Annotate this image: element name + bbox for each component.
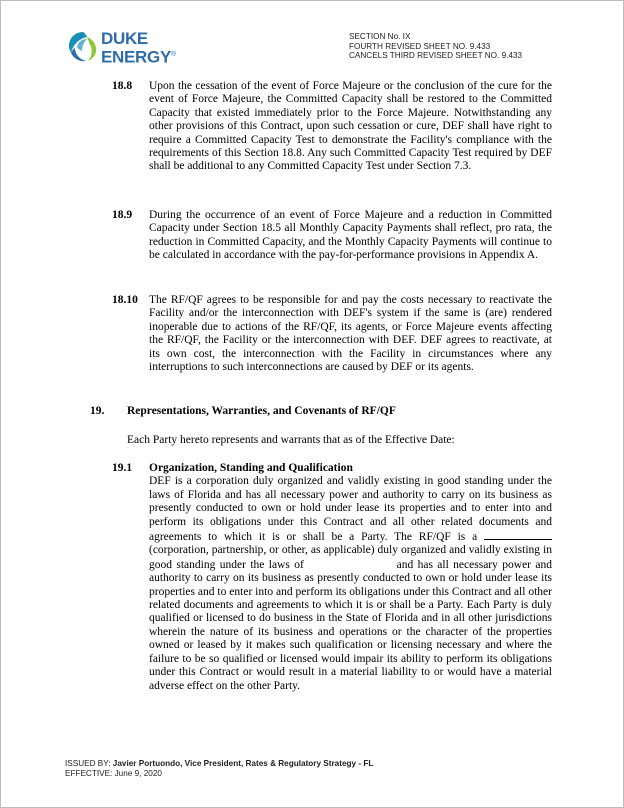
section-number-18-9: 18.9 xyxy=(112,209,133,221)
issuance-footer xyxy=(65,759,373,778)
section-number: SECTION No. IX xyxy=(349,32,411,41)
section-text-19-1 xyxy=(149,475,552,693)
section-text-18-10: The RF/QF agrees to be responsible for and pay the costs necessary to reactivate the Facility and/or the interconnection with DEF's system if the same is (are) rendered inoperable due to actions of the RF/QF, its agents, or Force Majeure events affecting the RF/QF, the Facility or the interconnection with DEF. DEF agrees to reactivate, at its own cost, the interconnection with the Facility in circumstances where any interruptions to such interconnections are caused by DEF or its agents. xyxy=(149,294,552,374)
duke-energy-emblem-icon xyxy=(65,29,101,65)
registered-mark: ® xyxy=(171,51,176,58)
logo-text-duke: DUKE xyxy=(101,29,148,48)
duke-energy-logo xyxy=(65,27,185,67)
blank-entity-type xyxy=(484,529,552,540)
effective-date: EFFECTIVE: June 9, 2020 xyxy=(65,768,162,778)
section-heading-19-1: Organization, Standing and Qualification xyxy=(149,462,353,474)
section-number-19-1: 19.1 xyxy=(112,462,133,474)
section-title-19: Representations, Warranties, and Covenants of RF/QF xyxy=(127,405,396,417)
section-18-8 xyxy=(112,80,552,174)
section-text-19-1-part-c: and has all necessary power and authority to carry on its business as presently conducted to own or hold under lease its properties and to enter into and perform its obligations under this Contract and all other related documents and agreements to which it is or shall be a Party. Each Party is duly qualified or licensed to do business in the State of Florida and in all other jurisdictions wherein the nature of its business and operations or the character of the properties owned or leased by it makes such qualification or licensing necessary and where the failure to be so qualified or licensed would impair its ability to perform its obligations under this Contract or would result in a material liability to or would have a material adverse effect on the other Party. xyxy=(149,558,553,692)
cancels-sheet: CANCELS THIRD REVISED SHEET NO. 9.433 xyxy=(349,51,523,60)
section-number-18-8: 18.8 xyxy=(112,80,133,92)
sheet-number: FOURTH REVISED SHEET NO. 9.433 xyxy=(349,41,491,51)
section-text-18-9: During the occurrence of an event of Force Majeure and a reduction in Committed Capacity under Section 18.5 all Monthly Capacity Payments shall reflect, pro rata, the reduction in Committed Capacity, and the Monthly Capacity Payments will continue to be calculated in accordance with the pay-for-performance provisions in Appendix A. xyxy=(149,209,552,262)
section-number-18-10: 18.10 xyxy=(112,294,138,306)
section-text-19-1-part-a: DEF is a corporation duly organized and validly existing in good standing under the laws of Florida and has all necessary power and authority to carry on its business as presently conducted to own or hold under lease its properties and to enter into and perform its obligations under this Contract and all other related documents and agreements to which it is or shall be a Party. The RF/QF is a xyxy=(149,475,552,544)
issued-by-label: ISSUED BY: xyxy=(65,759,111,768)
sheet-header xyxy=(349,32,522,61)
section-18-10 xyxy=(112,294,552,374)
section-number-19: 19. xyxy=(90,405,105,417)
issued-by-name: Javier Portuondo, Vice President, Rates & Regulatory Strategy - FL xyxy=(112,759,374,768)
logo-text-energy: ENERGY xyxy=(101,47,171,67)
section-18-9 xyxy=(112,209,552,263)
section-text-19-1-part-b: (corporation, partnership, or other, as applicable) duly organized and validly existing in good standing under the laws of xyxy=(149,544,552,571)
section-19-1 xyxy=(112,462,552,693)
blank-state xyxy=(308,558,392,568)
section-19-intro: Each Party hereto represents and warrants that as of the Effective Date: xyxy=(127,434,455,446)
section-text-18-8: Upon the cessation of the event of Force Majeure or the conclusion of the cure for the event of Force Majeure, the Committed Capacity shall be restored to the Committed Capacity that existed immediately prior to the Force Majeure. Notwithstanding any other provisions of this Contract, upon such cessation or cure, DEF shall have right to require a Committed Capacity Test to demonstrate the Facility's compliance with the requirements of this Section 18.8. Any such Committed Capacity Test required by DEF shall be additional to any Committed Capacity Test under Section 7.3. xyxy=(149,80,552,173)
